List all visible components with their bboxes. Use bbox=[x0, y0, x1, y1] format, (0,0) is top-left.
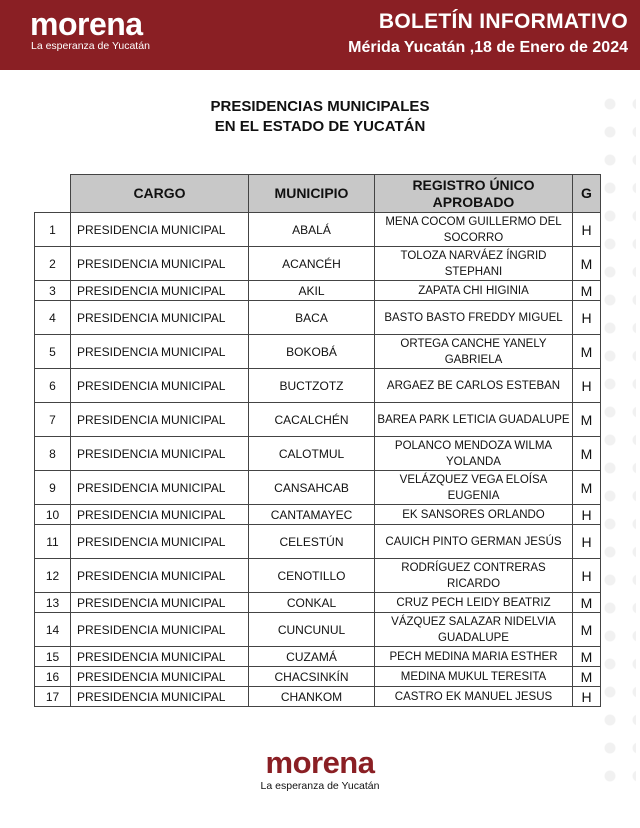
cell-municipio: ACANCÉH bbox=[249, 247, 375, 281]
footer-tagline: La esperanza de Yucatán bbox=[260, 780, 380, 792]
cell-gender: H bbox=[573, 369, 601, 403]
cell-municipio: CALOTMUL bbox=[249, 437, 375, 471]
cell-gender: M bbox=[573, 281, 601, 301]
cell-registro: MEDINA MUKUL TERESITA bbox=[375, 667, 573, 687]
cell-gender: M bbox=[573, 335, 601, 369]
cell-municipio: BOKOBÁ bbox=[249, 335, 375, 369]
cell-gender: M bbox=[573, 593, 601, 613]
row-number: 6 bbox=[35, 369, 71, 403]
cell-registro: BASTO BASTO FREDDY MIGUEL bbox=[375, 301, 573, 335]
cell-municipio: CELESTÚN bbox=[249, 525, 375, 559]
cell-registro: CAUICH PINTO GERMAN JESÚS bbox=[375, 525, 573, 559]
row-number: 14 bbox=[35, 613, 71, 647]
cell-registro: POLANCO MENDOZA WILMA YOLANDA bbox=[375, 437, 573, 471]
bulletin-title: BOLETÍN INFORMATIVO bbox=[378, 10, 628, 33]
cell-gender: H bbox=[573, 505, 601, 525]
cell-gender: H bbox=[573, 687, 601, 707]
cell-cargo: PRESIDENCIA MUNICIPAL bbox=[71, 301, 249, 335]
row-number: 7 bbox=[35, 403, 71, 437]
table-row bbox=[35, 369, 601, 403]
cell-cargo: PRESIDENCIA MUNICIPAL bbox=[71, 471, 249, 505]
cell-municipio: CANTAMAYEC bbox=[249, 505, 375, 525]
cell-registro: PECH MEDINA MARIA ESTHER bbox=[375, 647, 573, 667]
morena-logo: morena bbox=[30, 6, 143, 42]
cell-cargo: PRESIDENCIA MUNICIPAL bbox=[71, 613, 249, 647]
table-row bbox=[35, 505, 601, 525]
table-row bbox=[35, 593, 601, 613]
table-row bbox=[35, 687, 601, 707]
cell-municipio: CUZAMÁ bbox=[249, 647, 375, 667]
cell-cargo: PRESIDENCIA MUNICIPAL bbox=[71, 403, 249, 437]
row-number: 12 bbox=[35, 559, 71, 593]
cell-gender: M bbox=[573, 471, 601, 505]
cell-gender: M bbox=[573, 647, 601, 667]
table-row bbox=[35, 613, 601, 647]
logo-tagline: La esperanza de Yucatán bbox=[31, 40, 150, 52]
cell-municipio: CHACSINKÍN bbox=[249, 667, 375, 687]
presidencias-table bbox=[34, 174, 601, 707]
cell-municipio: AKIL bbox=[249, 281, 375, 301]
cell-registro: BAREA PARK LETICIA GUADALUPE bbox=[375, 403, 573, 437]
cell-cargo: PRESIDENCIA MUNICIPAL bbox=[71, 667, 249, 687]
cell-gender: M bbox=[573, 613, 601, 647]
title-line-2: EN EL ESTADO DE YUCATÁN bbox=[214, 118, 426, 135]
cell-municipio: ABALÁ bbox=[249, 213, 375, 247]
row-number: 5 bbox=[35, 335, 71, 369]
row-number: 13 bbox=[35, 593, 71, 613]
row-number: 16 bbox=[35, 667, 71, 687]
table-body bbox=[35, 213, 601, 707]
table-row bbox=[35, 647, 601, 667]
row-number: 10 bbox=[35, 505, 71, 525]
cell-cargo: PRESIDENCIA MUNICIPAL bbox=[71, 647, 249, 667]
table-row bbox=[35, 437, 601, 471]
cell-cargo: PRESIDENCIA MUNICIPAL bbox=[71, 369, 249, 403]
cell-municipio: CUNCUNUL bbox=[249, 613, 375, 647]
row-number: 4 bbox=[35, 301, 71, 335]
cell-registro: MENA COCOM GUILLERMO DEL SOCORRO bbox=[375, 213, 573, 247]
title-line-1: PRESIDENCIAS MUNICIPALES bbox=[210, 98, 430, 115]
footer-brand: morena bbox=[265, 745, 375, 780]
cell-gender: M bbox=[573, 247, 601, 281]
bulletin-date: Mérida Yucatán ,18 de Enero de 2024 bbox=[348, 39, 628, 56]
row-number: 9 bbox=[35, 471, 71, 505]
table-row bbox=[35, 301, 601, 335]
cell-gender: M bbox=[573, 667, 601, 687]
cell-registro: VÁZQUEZ SALAZAR NIDELVIA GUADALUPE bbox=[375, 613, 573, 647]
row-number: 15 bbox=[35, 647, 71, 667]
header-g: G bbox=[573, 175, 601, 213]
header-municipio: MUNICIPIO bbox=[249, 175, 375, 213]
table-row bbox=[35, 213, 601, 247]
row-number: 2 bbox=[35, 247, 71, 281]
cell-gender: M bbox=[573, 437, 601, 471]
cell-gender: H bbox=[573, 559, 601, 593]
cell-cargo: PRESIDENCIA MUNICIPAL bbox=[71, 505, 249, 525]
cell-registro: ARGAEZ BE CARLOS ESTEBAN bbox=[375, 369, 573, 403]
cell-cargo: PRESIDENCIA MUNICIPAL bbox=[71, 593, 249, 613]
table-row bbox=[35, 335, 601, 369]
header-cargo: CARGO bbox=[71, 175, 249, 213]
cell-municipio: CACALCHÉN bbox=[249, 403, 375, 437]
cell-cargo: PRESIDENCIA MUNICIPAL bbox=[71, 247, 249, 281]
table-row bbox=[35, 559, 601, 593]
footer-logo bbox=[0, 746, 640, 792]
decorative-dots bbox=[596, 90, 636, 790]
cell-cargo: PRESIDENCIA MUNICIPAL bbox=[71, 559, 249, 593]
cell-municipio: CANSAHCAB bbox=[249, 471, 375, 505]
cell-gender: H bbox=[573, 525, 601, 559]
cell-municipio: CHANKOM bbox=[249, 687, 375, 707]
row-number: 3 bbox=[35, 281, 71, 301]
header-banner bbox=[0, 0, 640, 70]
table-row bbox=[35, 667, 601, 687]
cell-registro: VELÁZQUEZ VEGA ELOÍSA EUGENIA bbox=[375, 471, 573, 505]
table-row bbox=[35, 403, 601, 437]
cell-registro: ORTEGA CANCHE YANELY GABRIELA bbox=[375, 335, 573, 369]
cell-registro: TOLOZA NARVÁEZ ÍNGRID STEPHANI bbox=[375, 247, 573, 281]
cell-registro: CRUZ PECH LEIDY BEATRIZ bbox=[375, 593, 573, 613]
cell-cargo: PRESIDENCIA MUNICIPAL bbox=[71, 437, 249, 471]
cell-gender: H bbox=[573, 301, 601, 335]
table-row bbox=[35, 525, 601, 559]
cell-registro: CASTRO EK MANUEL JESUS bbox=[375, 687, 573, 707]
page-title bbox=[0, 97, 640, 137]
cell-gender: M bbox=[573, 403, 601, 437]
table-row bbox=[35, 281, 601, 301]
cell-gender: H bbox=[573, 213, 601, 247]
row-number: 17 bbox=[35, 687, 71, 707]
row-number: 1 bbox=[35, 213, 71, 247]
cell-municipio: BACA bbox=[249, 301, 375, 335]
cell-municipio: CENOTILLO bbox=[249, 559, 375, 593]
header-blank bbox=[35, 175, 71, 213]
header-registro: REGISTRO ÚNICO APROBADO bbox=[375, 175, 573, 213]
cell-registro: RODRÍGUEZ CONTRERAS RICARDO bbox=[375, 559, 573, 593]
row-number: 11 bbox=[35, 525, 71, 559]
cell-municipio: BUCTZOTZ bbox=[249, 369, 375, 403]
table-row bbox=[35, 247, 601, 281]
cell-cargo: PRESIDENCIA MUNICIPAL bbox=[71, 335, 249, 369]
cell-registro: ZAPATA CHI HIGINIA bbox=[375, 281, 573, 301]
table-row bbox=[35, 471, 601, 505]
cell-municipio: CONKAL bbox=[249, 593, 375, 613]
cell-cargo: PRESIDENCIA MUNICIPAL bbox=[71, 281, 249, 301]
cell-cargo: PRESIDENCIA MUNICIPAL bbox=[71, 525, 249, 559]
row-number: 8 bbox=[35, 437, 71, 471]
cell-registro: EK SANSORES ORLANDO bbox=[375, 505, 573, 525]
table-header-row bbox=[35, 175, 601, 213]
cell-cargo: PRESIDENCIA MUNICIPAL bbox=[71, 213, 249, 247]
cell-cargo: PRESIDENCIA MUNICIPAL bbox=[71, 687, 249, 707]
